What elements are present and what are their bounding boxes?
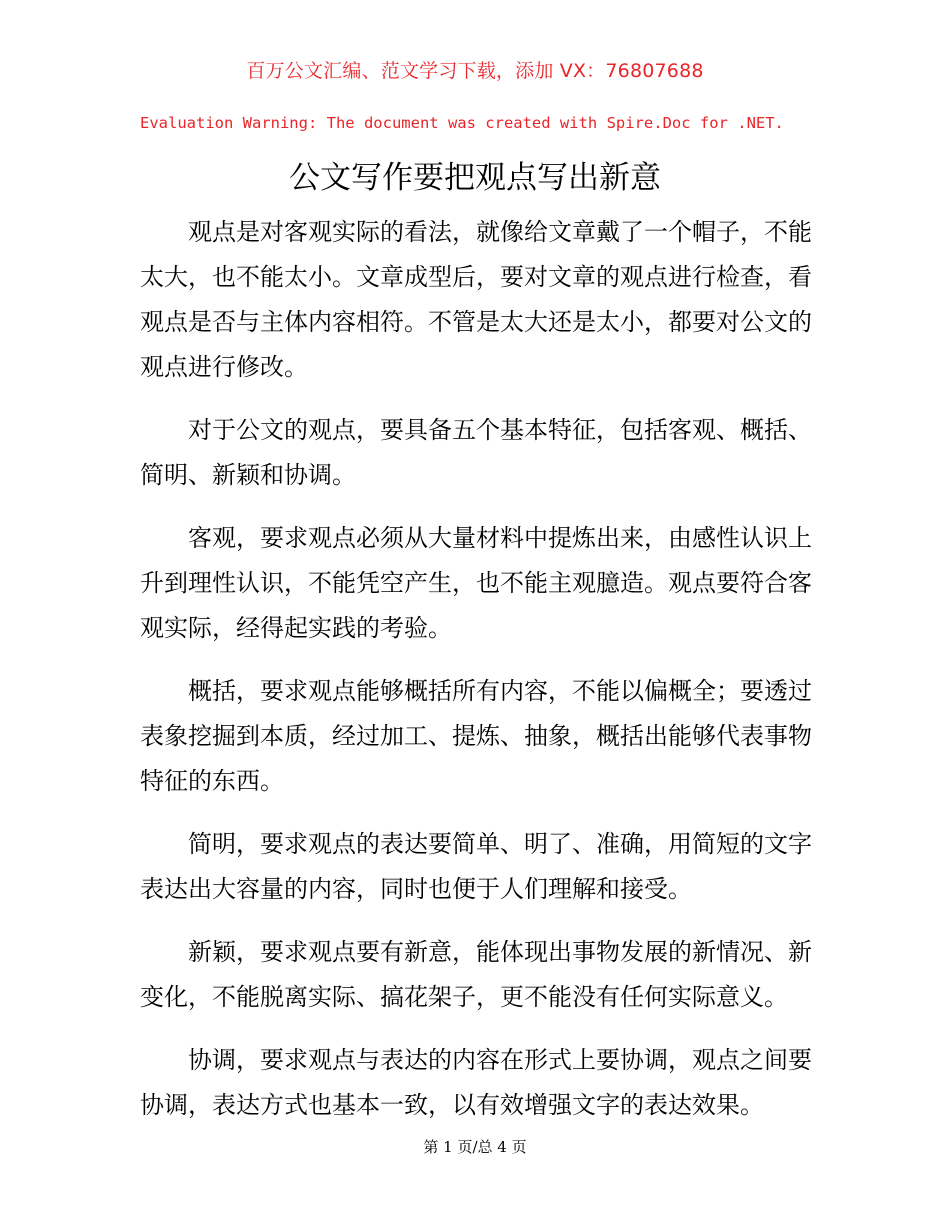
document-title: 公文写作要把观点写出新意 [289,160,661,196]
paragraph-concise: 简明，要求观点的表达要简单、明了、准确，用简短的文字表达出大容量的内容，同时也便于人们理解和接受。 [140,830,812,903]
paragraph-novel: 新颖，要求观点要有新意，能体现出事物发展的新情况、新变化，不能脱离实际、搞花架子，更不能没有任何实际意义。 [140,938,812,1011]
evaluation-warning: Evaluation Warning: The document was created with Spire.Doc for .NET. [140,114,784,132]
paragraph-objective: 客观，要求观点必须从大量材料中提炼出来，由感性认识上升到理性认识，不能凭空产生，也不能主观臆造。观点要符合客观实际，经得起实践的考验。 [140,524,812,642]
paragraph-intro: 观点是对客观实际的看法，就像给文章戴了一个帽子，不能太大，也不能太小。文章成型后，要对文章的观点进行检查，看观点是否与主体内容相符。不管是太大还是太小，都要对公文的观点进行修改。 [140,218,812,381]
page-indicator: 第 1 页/总 4 页 [423,1138,527,1156]
paragraph-coordination: 协调，要求观点与表达的内容在形式上要协调，观点之间要协调，表达方式也基本一致，以有效增强文字的表达效果。 [140,1046,812,1119]
header-banner: 百万公文汇编、范文学习下载，添加 VX：76807688 [246,60,704,82]
paragraph-features: 对于公文的观点，要具备五个基本特征，包括客观、概括、简明、新颖和协调。 [140,416,812,489]
paragraph-generalization: 概括，要求观点能够概括所有内容，不能以偏概全；要透过表象挖掘到本质，经过加工、提炼、抽象，概括出能够代表事物特征的东西。 [140,677,812,795]
document-body [140,210,812,1146]
